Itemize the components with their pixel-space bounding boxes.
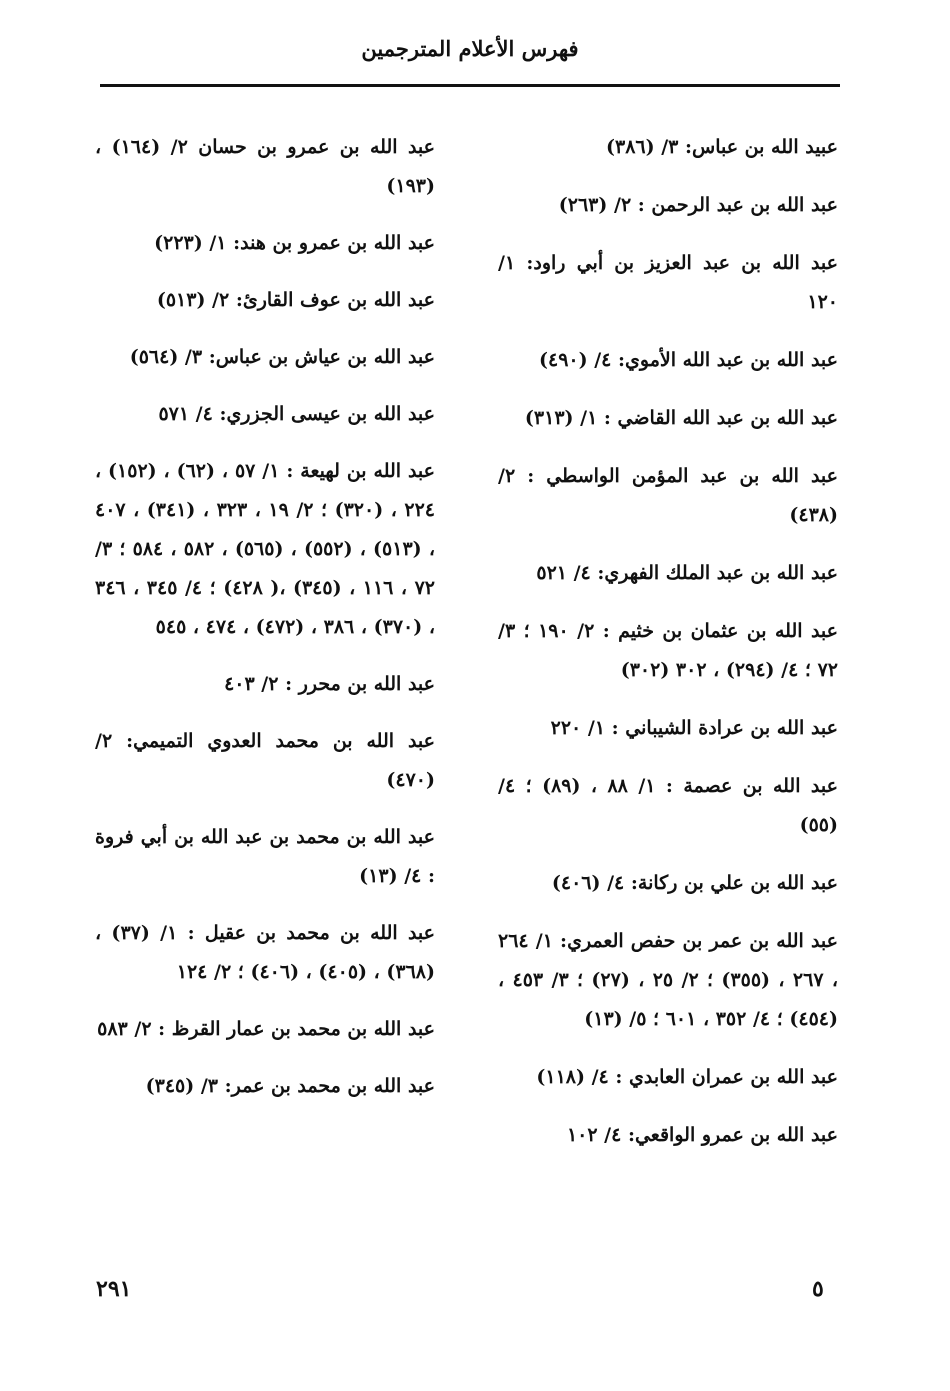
index-entry: عبد الله بن عياش بن عباس: ٣/ (٥٦٤) bbox=[129, 346, 435, 368]
index-entry: عبد الله بن محمد بن عبد الله بن أبي فروة : ٤/ (١٣) bbox=[95, 826, 435, 887]
index-entry: عبد الله بن عرادة الشيباني : ١/ ٢٢٠ bbox=[550, 717, 838, 739]
index-entry: عبيد الله بن عباس: ٣/ (٣٨٦) bbox=[606, 136, 838, 158]
index-entry: عبد الله بن عمرو الواقعي: ٤/ ١٠٢ bbox=[566, 1124, 838, 1146]
index-entry: عبد الله بن عوف القارئ: ٢/ (٥١٣) bbox=[156, 289, 435, 311]
index-entry: عبد الله بن محمد بن عمار القرظ : ٢/ ٥٨٣ bbox=[97, 1018, 435, 1040]
index-entry: عبد الله بن عبد الرحمن : ٢/ (٢٦٣) bbox=[558, 194, 838, 216]
index-column-left bbox=[95, 128, 435, 1124]
index-entry: عبد الله بن عبد المؤمن الواسطي : ٢/ (٤٣٨) bbox=[498, 465, 838, 526]
index-entry: عبد الله بن عمرو بن هند: ١/ (٢٢٣) bbox=[154, 232, 435, 254]
index-column-right bbox=[498, 128, 838, 1174]
index-entry: عبد الله بن لهيعة : ١/ ٥٧ ، (٦٢) ، (١٥٢) ، ٢٢٤ ، (٣٢٠) ؛ ٢/ ١٩ ، ٣٢٣ ، (٣٤١) ، ٤٠٧ ، (٥١٣) ، (٥٥٢) ، (٥٦٥) ، ٥٨٢ ، ٥٨٤ ؛ ٣/ ٧٢ ، ١١٦ ، (٣٤٥) ،( ٤٢٨) ؛ ٤/ ٣٤٥ ، ٣٤٦ ، (٣٧٠) ، ٣٨٦ ، (٤٧٢) ، ٤٧٤ ، ٥٤٥ bbox=[95, 460, 435, 638]
header-rule bbox=[100, 84, 840, 87]
index-entry: عبد الله بن محمد بن عمر: ٣/ (٣٤٥) bbox=[145, 1075, 435, 1097]
index-entry: عبد الله بن عيسى الجزري: ٤/ ٥٧١ bbox=[158, 403, 435, 425]
index-entry: عبد الله بن عصمة : ١/ ٨٨ ، (٨٩) ؛ ٤/ (٥٥) bbox=[498, 775, 838, 836]
index-entry: عبد الله بن عمران العابدي : ٤/ (١١٨) bbox=[536, 1066, 838, 1088]
index-entry: عبد الله بن محمد العدوي التميمي: ٢/ (٤٧٠) bbox=[95, 730, 435, 791]
volume-number: ٥ bbox=[812, 1276, 824, 1302]
page-number: ٢٩١ bbox=[96, 1276, 132, 1302]
index-entry: عبد الله بن عبد الله القاضي : ١/ (٣١٣) bbox=[524, 407, 838, 429]
index-entry: عبد الله بن عبد الله الأموي: ٤/ (٤٩٠) bbox=[539, 349, 838, 371]
page-header-title: فهرس الأعلام المترجمين bbox=[361, 36, 579, 61]
index-entry: عبد الله بن عبد العزيز بن أبي راود: ١/ ١٢٠ bbox=[498, 252, 838, 313]
index-entry: عبد الله بن محمد بن عقيل : ١/ (٣٧) ، (٣٦٨) ، (٤٠٥) ، (٤٠٦) ؛ ٢/ ١٢٤ bbox=[95, 922, 435, 983]
index-entry: عبد الله بن محرر : ٢/ ٤٠٣ bbox=[224, 673, 435, 695]
index-entry: عبد الله بن علي بن ركانة: ٤/ (٤٠٦) bbox=[551, 872, 838, 894]
index-entry: عبد الله بن عثمان بن خثيم : ٢/ ١٩٠ ؛ ٣/ ٧٢ ؛ ٤/ (٢٩٤) ، ٣٠٢ (٣٠٢) bbox=[498, 620, 838, 681]
index-entry: عبد الله بن عبد الملك الفهري: ٤/ ٥٢١ bbox=[536, 562, 838, 584]
index-entry: عبد الله بن عمرو بن حسان ٢/ (١٦٤) ، (١٩٣) bbox=[95, 136, 436, 197]
index-entry: عبد الله بن عمر بن حفص العمري: ١/ ٢٦٤ ، ٢٦٧ ، (٣٥٥) ؛ ٢/ ٢٥ ، (٢٧) ؛ ٣/ ٤٥٣ ، (٤٥٤) ؛ ٤/ ٣٥٢ ، ٦٠١ ؛ ٥/ (١٣) bbox=[498, 930, 839, 1030]
